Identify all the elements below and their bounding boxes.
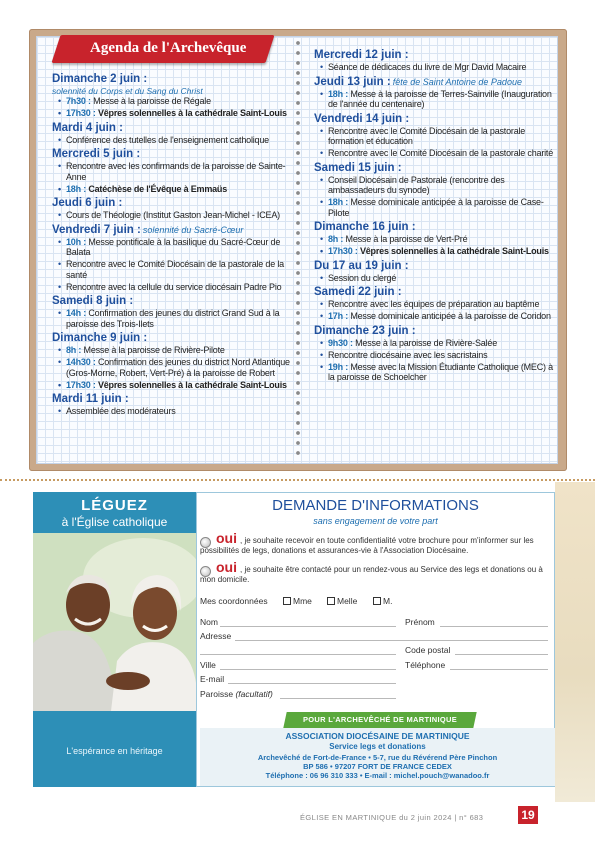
agenda-day-label: Mercredi 5 juin : bbox=[52, 148, 141, 160]
code-postal-label: Code postal bbox=[405, 645, 451, 655]
agenda-event-time: 8h : bbox=[328, 234, 344, 244]
agenda-right-column bbox=[314, 46, 554, 384]
agenda-event bbox=[52, 237, 292, 258]
agenda-event-text: Séance de dédicaces du livre de Mgr David Macaire bbox=[328, 62, 527, 72]
paroisse-field[interactable] bbox=[280, 698, 396, 699]
agenda-day bbox=[314, 113, 554, 126]
agenda-day-label: Samedi 15 juin : bbox=[314, 161, 402, 174]
agenda-event-time: 18h : bbox=[66, 183, 87, 194]
agenda-event-text: Rencontre avec les équipes de préparation au baptême bbox=[328, 299, 540, 309]
association-service: Service legs et donations bbox=[329, 742, 426, 751]
footer-publication: ÉGLISE EN MARTINIQUE du 2 juin 2024 | n° 683 bbox=[300, 813, 484, 822]
nom-field[interactable] bbox=[220, 626, 396, 627]
agenda-day-label: Mardi 11 juin : bbox=[52, 393, 129, 405]
legacy-subtitle: à l'Église catholique bbox=[61, 515, 168, 529]
oui-label: oui bbox=[216, 559, 237, 575]
agenda-event-text: Messe pontificale à la basilique du Sacré-Cœur de Balata bbox=[66, 236, 281, 257]
agenda-event bbox=[52, 345, 292, 356]
paroisse-label bbox=[200, 689, 273, 699]
agenda-event-text: Messe dominicale anticipée à la paroisse de Case-Pilote bbox=[328, 197, 544, 218]
agenda-event bbox=[52, 135, 292, 146]
agenda-event-text: Conseil Diocésain de Pastorale (rencontre des ambassadeurs du synode) bbox=[328, 174, 505, 195]
elderly-couple-photo bbox=[33, 533, 196, 711]
agenda-left-column bbox=[52, 70, 292, 418]
legacy-tagline: L'espérance en héritage bbox=[66, 746, 163, 756]
agenda-day bbox=[314, 260, 554, 273]
agenda-event bbox=[52, 380, 292, 391]
agenda-event-text: Rencontre avec le Comité Diocésain de la pastorale formation et éducation bbox=[328, 125, 526, 146]
option-meeting-text: , je souhaite être contacté pour un rendez-vous au Service des legs et donations ou à mon domicile. bbox=[200, 565, 543, 584]
agenda-event-text: Rencontre avec le Comité Diocésain de la pastorale de la santé bbox=[66, 259, 284, 280]
agenda-event bbox=[314, 234, 554, 245]
agenda-day-label: Dimanche 9 juin : bbox=[52, 332, 148, 344]
association-contact: Téléphone : 06 96 310 333 • E-mail : michel.pouch@wanadoo.fr bbox=[265, 771, 490, 780]
agenda-event bbox=[52, 210, 292, 221]
agenda-event-text: Catéchèse de l'Évêque à Emmaüs bbox=[88, 183, 228, 194]
agenda-day-feast: solennité du Sacré-Cœur bbox=[142, 224, 244, 235]
agenda-event bbox=[52, 308, 292, 329]
agenda-day-label: Jeudi 6 juin : bbox=[52, 197, 123, 209]
adresse-field[interactable] bbox=[235, 640, 548, 641]
agenda-event bbox=[314, 338, 554, 349]
agenda-event-time: 17h30 : bbox=[66, 108, 96, 118]
agenda-event bbox=[314, 126, 554, 147]
agenda-event-time: 17h30 : bbox=[328, 246, 358, 256]
agenda-event-time: 18h : bbox=[328, 197, 349, 207]
agenda-event bbox=[52, 259, 292, 280]
agenda-event-text: Messe à la paroisse de Vert-Pré bbox=[345, 234, 468, 244]
association-address-1: Archevêché de Fort-de-France • 5-7, rue du Révérend Père Pinchon bbox=[257, 753, 498, 762]
agenda-event-text: Rencontre avec la cellule du service diocésain Padre Pio bbox=[66, 281, 282, 292]
code-postal-field[interactable] bbox=[455, 654, 548, 655]
dotted-separator bbox=[0, 479, 595, 481]
agenda-day bbox=[52, 197, 292, 210]
form-title: DEMANDE D'INFORMATIONS bbox=[272, 497, 479, 514]
agenda-event bbox=[314, 273, 554, 284]
agenda-event-time: 17h30 : bbox=[66, 379, 96, 390]
agenda-event-text: Messe à la paroisse de Régale bbox=[93, 96, 211, 106]
agenda-event bbox=[314, 62, 554, 73]
agenda-event-text: Rencontre avec le Comité Diocésain de la pastorale charité bbox=[328, 148, 554, 158]
agenda-day-label: Dimanche 2 juin : bbox=[52, 73, 148, 85]
adresse-field-2[interactable] bbox=[200, 654, 396, 655]
agenda-event-text: Confirmation des jeunes du district Grand Sud à la paroisse des Trois-Ilets bbox=[66, 308, 280, 329]
agenda-day-label: Samedi 8 juin : bbox=[52, 295, 134, 307]
agenda-event-time: 19h : bbox=[328, 361, 349, 372]
agenda-event bbox=[314, 246, 554, 257]
option-brochure-text: , je souhaite recevoir en toute confidentialité votre brochure pour m'informer sur les possibilités de legs, donations et assurances-vie à l'Association Diocésaine. bbox=[200, 536, 534, 555]
agenda-event-text: Rencontre diocésaine avec les sacristains bbox=[328, 349, 488, 360]
title-mme-checkbox[interactable]: Mme bbox=[283, 596, 312, 606]
email-field[interactable] bbox=[228, 683, 396, 684]
agenda-event bbox=[52, 357, 292, 378]
agenda-event-text: Vêpres solennelles à la cathédrale Saint-Louis bbox=[97, 379, 287, 390]
agenda-event bbox=[52, 96, 292, 107]
agenda-event bbox=[314, 89, 554, 110]
agenda-day bbox=[314, 221, 554, 234]
agenda-event bbox=[52, 282, 292, 293]
facultatif-text: (facultatif) bbox=[235, 689, 273, 699]
agenda-day bbox=[314, 286, 554, 299]
agenda-event-text: Messe à la paroisse de Rivière-Pilote bbox=[83, 345, 225, 355]
paroisse-text: Paroisse bbox=[200, 689, 234, 699]
ville-label: Ville bbox=[200, 660, 216, 670]
agenda-event-text: Vêpres solennelles à la cathédrale Saint-Louis bbox=[359, 246, 549, 256]
agenda-event bbox=[314, 299, 554, 310]
agenda-event-text: Assemblée des modérateurs bbox=[66, 406, 176, 416]
agenda-event bbox=[314, 175, 554, 196]
form-subtitle: sans engagement de votre part bbox=[313, 516, 438, 526]
agenda-day-label: Vendredi 14 juin : bbox=[314, 112, 410, 125]
notebook-spiral bbox=[295, 38, 301, 460]
agenda-day bbox=[314, 76, 554, 89]
agenda-day-label: Vendredi 7 juin : bbox=[52, 223, 141, 236]
agenda-day bbox=[52, 295, 292, 308]
agenda-event bbox=[314, 197, 554, 218]
prenom-field[interactable] bbox=[440, 626, 548, 627]
telephone-field[interactable] bbox=[450, 669, 548, 670]
agenda-event bbox=[314, 362, 554, 383]
agenda-event-text: Confirmation des jeunes du district Nord Atlantique (Gros-Morne, Robert, Vert-Pré) à la paroisse de Robert bbox=[66, 357, 290, 378]
agenda-event-time: 17h : bbox=[328, 311, 349, 321]
agenda-day-label: Jeudi 13 juin : bbox=[314, 75, 391, 88]
agenda-day-label: Mercredi 12 juin : bbox=[314, 49, 409, 61]
prenom-label: Prénom bbox=[405, 617, 435, 627]
agenda-event bbox=[52, 406, 292, 417]
agenda-day bbox=[52, 224, 292, 237]
agenda-event bbox=[314, 148, 554, 159]
agenda-day bbox=[314, 162, 554, 175]
agenda-event bbox=[52, 161, 292, 182]
agenda-day bbox=[314, 325, 554, 338]
agenda-event-text: Cours de Théologie (Institut Gaston Jean-Michel - ICEA) bbox=[66, 210, 280, 220]
coords-label: Mes coordonnées bbox=[200, 596, 268, 606]
agenda-event-text: Messe à la paroisse de Rivière-Salée bbox=[355, 337, 497, 348]
agenda-event-time: 14h30 : bbox=[66, 357, 96, 367]
background-decoration bbox=[555, 482, 595, 802]
agenda-day-label: Samedi 22 juin : bbox=[314, 286, 402, 298]
nom-label: Nom bbox=[200, 617, 218, 627]
agenda-event bbox=[52, 184, 292, 195]
association-name: ASSOCIATION DIOCÉSAINE DE MARTINIQUE bbox=[285, 731, 470, 741]
agenda-day bbox=[52, 73, 292, 86]
agenda-day-label: Dimanche 23 juin : bbox=[314, 324, 416, 337]
agenda-day-label: Dimanche 16 juin : bbox=[314, 221, 416, 233]
agenda-day bbox=[314, 49, 554, 62]
option-meeting[interactable] bbox=[200, 559, 550, 585]
agenda-event-text: Messe avec la Mission Étudiante Catholique (MEC) à la paroisse de Schoelcher bbox=[328, 361, 553, 382]
agenda-event bbox=[52, 108, 292, 119]
agenda-day-solemnity: solennité du Corps et du Sang du Christ bbox=[52, 86, 203, 96]
agenda-event bbox=[314, 311, 554, 322]
agenda-event-text: Session du clergé bbox=[328, 272, 397, 283]
agenda-day bbox=[52, 148, 292, 161]
agenda-event bbox=[314, 350, 554, 361]
agenda-event-time: 14h : bbox=[66, 308, 87, 318]
agenda-day-label: Du 17 au 19 juin : bbox=[314, 259, 409, 272]
title-m-checkbox[interactable]: M. bbox=[373, 596, 392, 606]
legacy-title: LÉGUEZ bbox=[81, 497, 148, 514]
oui-label: oui bbox=[216, 530, 237, 546]
agenda-event-time: 8h : bbox=[66, 345, 82, 355]
title-melle-checkbox[interactable]: Melle bbox=[327, 596, 357, 606]
agenda-event-time: 9h30 : bbox=[328, 337, 353, 348]
agenda-day bbox=[52, 332, 292, 345]
telephone-label: Téléphone bbox=[405, 660, 446, 670]
agenda-event-time: 18h : bbox=[328, 88, 349, 99]
page-number: 19 bbox=[518, 806, 538, 824]
agenda-day-feast: fête de Saint Antoine de Padoue bbox=[392, 76, 522, 87]
agenda-day bbox=[52, 122, 292, 135]
agenda-event-text: Conférence des tutelles de l'enseignement catholique bbox=[66, 134, 269, 145]
option-brochure[interactable] bbox=[200, 530, 550, 556]
agenda-event-time: 10h : bbox=[66, 236, 87, 247]
agenda-event-text: Messe à la paroisse de Terres-Sainville (Inauguration de l'année du centenaire) bbox=[328, 88, 552, 109]
email-label: E-mail bbox=[200, 674, 225, 684]
archeveche-tag bbox=[283, 712, 476, 728]
ville-field[interactable] bbox=[220, 669, 396, 670]
association-address-2: BP 586 • 97207 FORT DE FRANCE CEDEX bbox=[303, 762, 452, 771]
agenda-title: Agenda de l'Archevêque bbox=[90, 40, 247, 56]
agenda-event-text: Rencontre avec les confirmands de la paroisse de Sainte-Anne bbox=[66, 161, 286, 182]
agenda-event-time: 7h30 : bbox=[66, 96, 91, 106]
archeveche-tag-text: POUR L'ARCHEVÊCHÉ DE MARTINIQUE bbox=[302, 715, 457, 724]
agenda-day-label: Mardi 4 juin : bbox=[52, 121, 123, 134]
agenda-day bbox=[52, 393, 292, 406]
agenda-event-text: Messe dominicale anticipée à la paroisse de Coridon bbox=[350, 311, 551, 321]
adresse-label: Adresse bbox=[200, 631, 232, 641]
agenda-event-text: Vêpres solennelles à la cathédrale Saint-Louis bbox=[97, 108, 287, 118]
